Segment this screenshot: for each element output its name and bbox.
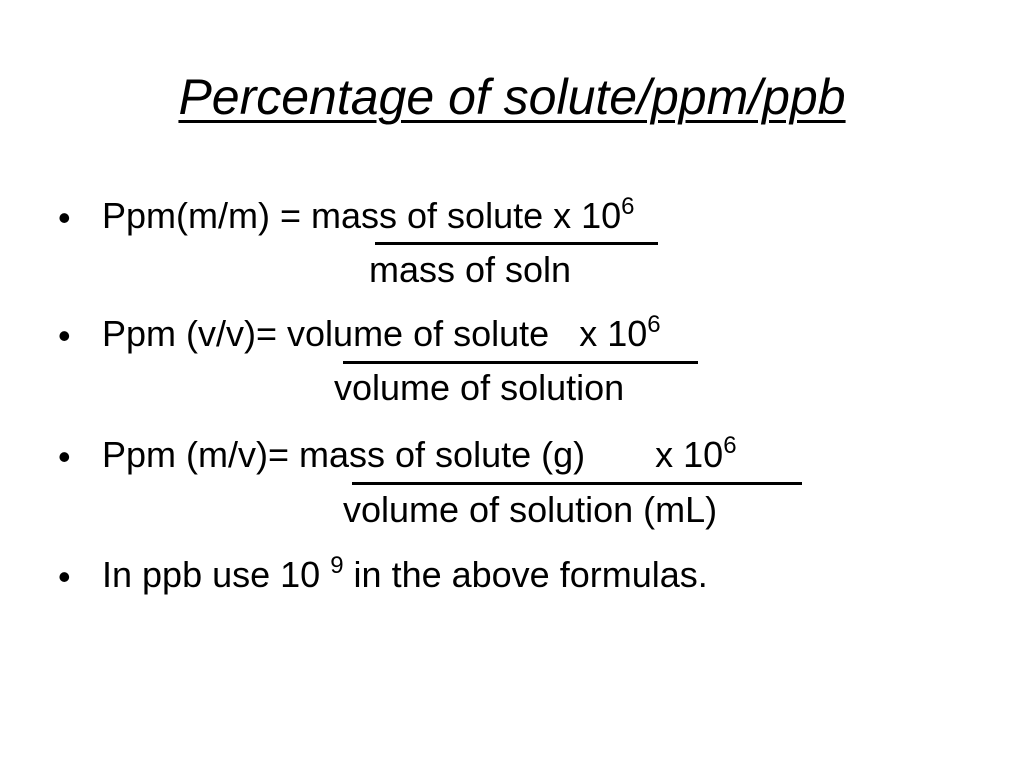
bullet-1-exponent: 6: [621, 193, 635, 220]
bullet-2-exponent: 6: [647, 311, 661, 338]
bullet-4-exponent: 9: [330, 552, 344, 579]
bullet-1-marker: •: [58, 197, 71, 238]
bullet-1-formula: [102, 193, 635, 236]
bullet-4-text-after: in the above formulas.: [343, 554, 708, 595]
slide-title: Percentage of solute/ppm/ppb: [178, 69, 846, 125]
bullet-3-multiplier: x 10: [585, 434, 724, 475]
bullet-2-numerator: volume of solute: [287, 313, 550, 354]
bullet-1-denominator: mass of soln: [369, 249, 572, 290]
bullet-2-multiplier: x 10: [549, 313, 648, 354]
bullet-1-multiplier: x 10: [543, 195, 622, 236]
bullet-3-marker: •: [58, 436, 71, 477]
bullet-3-exponent: 6: [723, 432, 737, 459]
bullet-2-marker: •: [58, 315, 71, 356]
bullet-4-text: [102, 552, 708, 595]
bullet-2-fraction-bar: [343, 361, 698, 364]
bullet-3-formula: [102, 432, 737, 475]
bullet-3-denominator: volume of solution (mL): [343, 489, 718, 530]
bullet-1-prefix: Ppm(m/m) =: [102, 195, 312, 236]
bullet-2-denominator: volume of solution: [334, 367, 625, 408]
bullet-1-fraction-bar: [375, 242, 658, 245]
bullet-2-formula: [102, 311, 661, 354]
bullet-4-text-before: In ppb use 10: [102, 554, 331, 595]
bullet-2-prefix: Ppm (v/v)=: [102, 313, 288, 354]
bullet-4-marker: •: [58, 556, 71, 597]
bullet-3-fraction-bar: [352, 482, 802, 485]
bullet-3-prefix: Ppm (m/v)=: [102, 434, 300, 475]
bullet-1-numerator: mass of solute: [311, 195, 544, 236]
bullet-3-numerator: mass of solute (g): [299, 434, 586, 475]
